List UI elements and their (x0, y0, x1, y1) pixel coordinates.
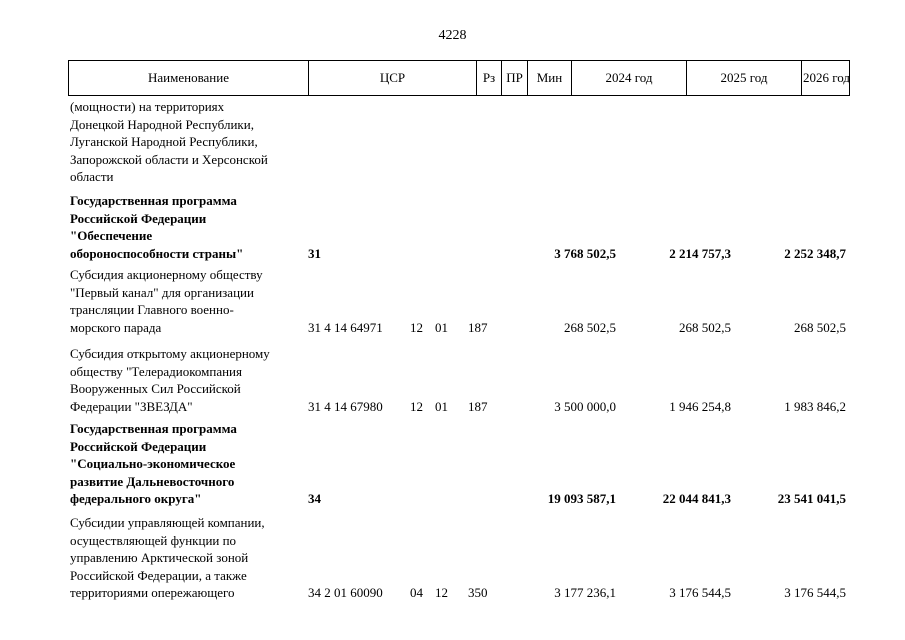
row-name-line: обороноспособности страны" (70, 245, 244, 261)
cell-y2025: 2 214 757,3 (669, 245, 731, 261)
cell-min: 187 (468, 398, 488, 414)
row-name-line: Субсидии управляющей компании, (70, 515, 265, 530)
row-name-line: Субсидия акционерному обществу (70, 267, 263, 282)
cell-y2025: 22 044 841,3 (662, 491, 731, 506)
cell-y2025: 1 946 254,8 (669, 398, 731, 414)
header-name: Наименование (69, 61, 309, 95)
row-name-line: федерального округа" (70, 491, 202, 506)
cell-y2024: 3 768 502,5 (554, 245, 616, 261)
cell-csr: 31 4 14 64971 (308, 319, 383, 335)
cell-min: 350 (468, 585, 488, 600)
row-name-line: морского парада (70, 319, 162, 335)
header-2025: 2025 год (687, 61, 802, 95)
row-name-line: области (70, 169, 114, 184)
row-name-line: "Обеспечение (70, 228, 153, 243)
header-2024: 2024 год (572, 61, 687, 95)
header-csr: ЦСР (309, 61, 477, 95)
row-name (70, 514, 306, 602)
cell-pr: 12 (435, 585, 448, 600)
cell-rz: 04 (410, 585, 423, 600)
row-name (70, 192, 306, 262)
row-name-line: (мощности) на территориях (70, 99, 225, 114)
cell-csr: 31 (308, 245, 321, 261)
row-name-line: Российской Федерации (70, 438, 207, 454)
table-header (68, 60, 850, 96)
cell-csr: 34 (308, 491, 321, 506)
cell-y2024: 3 500 000,0 (554, 398, 616, 414)
row-name-line: развитие Дальневосточного (70, 473, 235, 489)
row-name-line: "Первый канал" для организации (70, 284, 254, 300)
cell-y2026: 3 176 544,5 (784, 585, 846, 600)
cell-min: 187 (468, 319, 488, 335)
row-name-line: осуществляющей функции по (70, 532, 237, 548)
row-name-line: Российской Федерации (70, 210, 207, 226)
cell-y2026: 23 541 041,5 (777, 491, 846, 506)
header-rz: Рз (477, 61, 502, 95)
row-name-line: Луганской Народной Республики, (70, 134, 258, 149)
row-name (70, 420, 306, 508)
cell-rz: 12 (410, 319, 423, 335)
cell-y2024: 268 502,5 (564, 319, 616, 335)
cell-csr: 31 4 14 67980 (308, 398, 383, 414)
cell-rz: 12 (410, 398, 423, 414)
row-name-line: Государственная программа (70, 421, 237, 436)
cell-csr: 34 2 01 60090 (308, 585, 383, 600)
row-name-line: Запорожской области и Херсонской (70, 151, 268, 167)
header-pr: ПР (502, 61, 528, 95)
cell-y2025: 268 502,5 (679, 319, 731, 335)
cell-y2026: 2 252 348,7 (784, 245, 846, 261)
row-name-line: Российской Федерации, а также (70, 567, 247, 583)
cell-pr: 01 (435, 319, 448, 335)
row-name-line: Донецкой Народной Республики, (70, 116, 254, 132)
cell-y2024: 19 093 587,1 (547, 491, 616, 506)
cell-y2026: 268 502,5 (794, 319, 846, 335)
header-min: Мин (528, 61, 572, 95)
row-name-line: территориями опережающего (70, 585, 235, 600)
row-name-line: Вооруженных Сил Российской (70, 381, 241, 396)
page-number: 4228 (438, 28, 467, 43)
cell-y2025: 3 176 544,5 (669, 585, 731, 600)
row-name-line: Субсидия открытому акционерному (70, 346, 270, 361)
row-name (70, 345, 306, 415)
row-name-line: Государственная программа (70, 193, 237, 208)
header-2026: 2026 год (803, 70, 850, 85)
row-name-line: Федерации "ЗВЕЗДА" (70, 398, 193, 414)
row-name-line: "Социально-экономическое (70, 456, 236, 471)
row-name-line: обществу "Телерадиокомпания (70, 363, 242, 379)
row-name-line: трансляции Главного военно- (70, 302, 234, 317)
cell-y2026: 1 983 846,2 (784, 398, 846, 414)
row-name (70, 266, 306, 336)
cell-pr: 01 (435, 398, 448, 414)
row-name (70, 98, 306, 186)
cell-y2024: 3 177 236,1 (554, 585, 616, 600)
row-name-line: управлению Арктической зоной (70, 550, 249, 565)
